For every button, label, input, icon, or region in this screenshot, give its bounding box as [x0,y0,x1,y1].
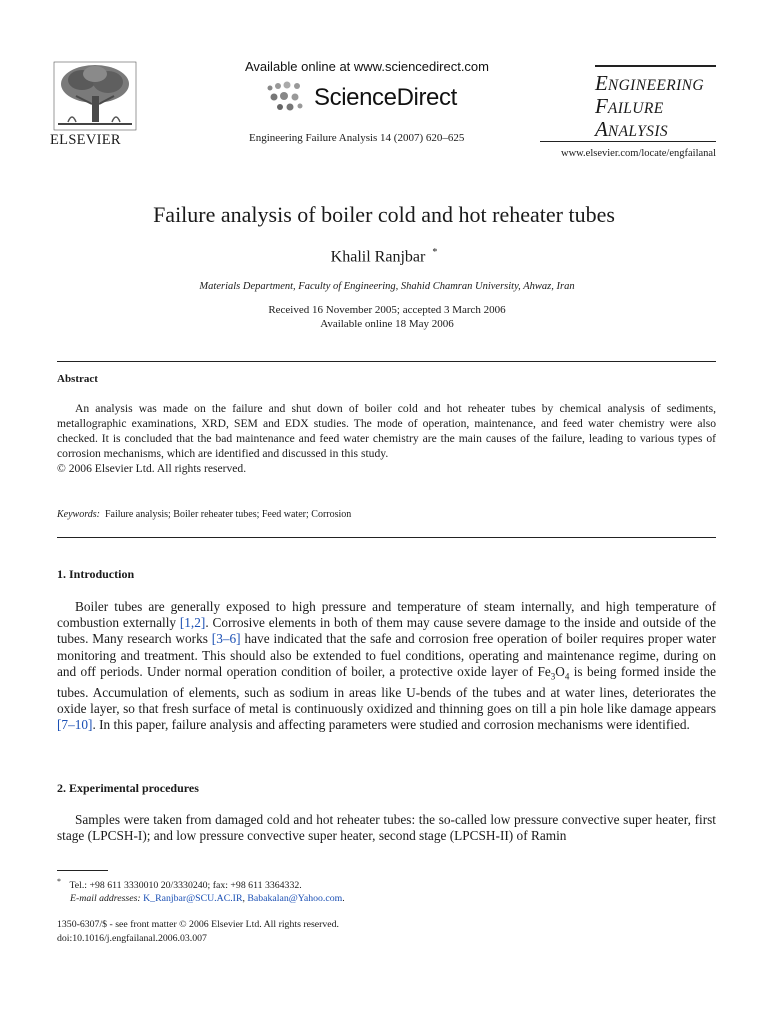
abstract-body [57,401,716,476]
sciencedirect-wordmark: ScienceDirect [314,84,457,111]
keywords-line [57,509,351,520]
introduction-body [57,599,716,733]
email-link-1[interactable]: K_Ranjbar@SCU.AC.IR [143,893,243,905]
footnote-emails: E-mail addresses: K_Ranjbar@SCU.AC.IR, Babakalan@Yahoo.com. [70,893,345,905]
author-name: Khalil Ranjbar [330,248,426,266]
footnote [57,875,345,905]
available-online-date: Available online 18 May 2006 [320,318,454,330]
author-line [0,247,768,266]
doi-line[interactable]: doi:10.1016/j.engfailanal.2006.03.007 [57,933,207,944]
publisher-name: ELSEVIER [50,132,121,148]
journal-title-rule-bottom [540,141,716,142]
experimental-paragraph: Samples were taken from damaged cold and hot reheater tubes: the so-called low pressure convective super heater, first stage (LPCSH-I); and low pressure convective super heater, second stage (LPCSH-II) of Ramin [57,812,716,844]
footnote-phone-fax: Tel.: +98 611 3330010 20/3330240; fax: +98 611 3364332. [69,880,302,892]
journal-title-block [595,73,704,142]
sciencedirect-logo [264,80,474,114]
citation-link-7-10[interactable]: [7–10] [57,717,93,733]
sciencedirect-dots-icon [264,80,310,114]
abstract-heading: Abstract [57,373,98,385]
email-link-2[interactable]: Babakalan@Yahoo.com [247,893,343,905]
journal-title-line-2: FAILURE [595,94,664,118]
keywords-list: Failure analysis; Boiler reheater tubes; Feed water; Corrosion [104,509,352,520]
abstract-text: An analysis was made on the failure and shut down of boiler cold and hot reheater tubes by chemical analysis of sediments, metallographic examinations, XRD, SEM and EDX studies. The mode of operation, maintenance, and feed water chemistry were also checked. It is concluded that the bad maintenance and feed water chemistry are the main causes of the failure, leading to various types of corrosion mechanisms, which are identified and discussed in this study. [57,402,716,460]
abstract-rule-top [57,361,716,362]
footnote-rule [57,870,108,871]
front-matter-line: 1350-6307/$ - see front matter © 2006 Elsevier Ltd. All rights reserved. [57,919,339,930]
elsevier-logo [52,60,138,150]
section-heading-introduction: 1. Introduction [57,567,135,581]
citation-link-1-2[interactable]: [1,2] [179,615,206,631]
footnote-contact [57,875,345,892]
keywords-label: Keywords: [57,509,100,520]
journal-url[interactable]: www.elsevier.com/locate/engfailanal [560,148,716,159]
journal-citation: Engineering Failure Analysis 14 (2007) 620–625 [249,132,465,144]
journal-title-line-3: ANALYSIS [595,117,669,141]
elsevier-tree-icon [52,60,138,132]
author-footnote-mark[interactable]: * [432,247,438,258]
available-online: Available online at www.sciencedirect.com [245,59,489,74]
journal-title-line-1: ENGINEERING [595,71,704,95]
footnote-mark: * [57,877,61,886]
section-heading-experimental: 2. Experimental procedures [57,781,199,795]
abstract-rule-bottom [57,537,716,538]
experimental-body [57,812,716,844]
abstract-copyright: © 2006 Elsevier Ltd. All rights reserved. [57,462,247,475]
article-title: Failure analysis of boiler cold and hot reheater tubes [153,202,615,227]
email-label: E-mail addresses: [70,893,141,905]
affiliation: Materials Department, Faculty of Engineering, Shahid Chamran University, Ahwaz, Iran [199,281,575,292]
introduction-paragraph: Boiler tubes are generally exposed to high pressure and temperature of steam internally, and high temperature of combustion externally [1,2]. Corrosive elements in both of them may cause severe damage to the inside and outside of the tubes. Many research works [3–6] have indicated that the safe and corrosion free operation of boiler requires proper water monitoring and treatment. This should also be extended to fuel conditions, operating and maintenance regime, during on and off periods. Under normal operation condition of boiler, a protective oxide layer of $Fe_3O_4$ is being formed inside the tubes. Accumulation of elements, such as sodium in areas like U-bends of the tubes and at water lines, deteriorates the oxide layer, so that fresh surface of metal is continuously oxidized and thinning goes on till a pin hole like damage appears [7–10]. In this paper, failure analysis and affecting parameters were studied and corrosion mechanisms were identified. [57,599,717,733]
citation-link-3-6[interactable]: [3–6] [211,631,241,647]
journal-title-rule-top [595,65,716,67]
received-dates: Received 16 November 2005; accepted 3 March 2006 [268,304,506,316]
